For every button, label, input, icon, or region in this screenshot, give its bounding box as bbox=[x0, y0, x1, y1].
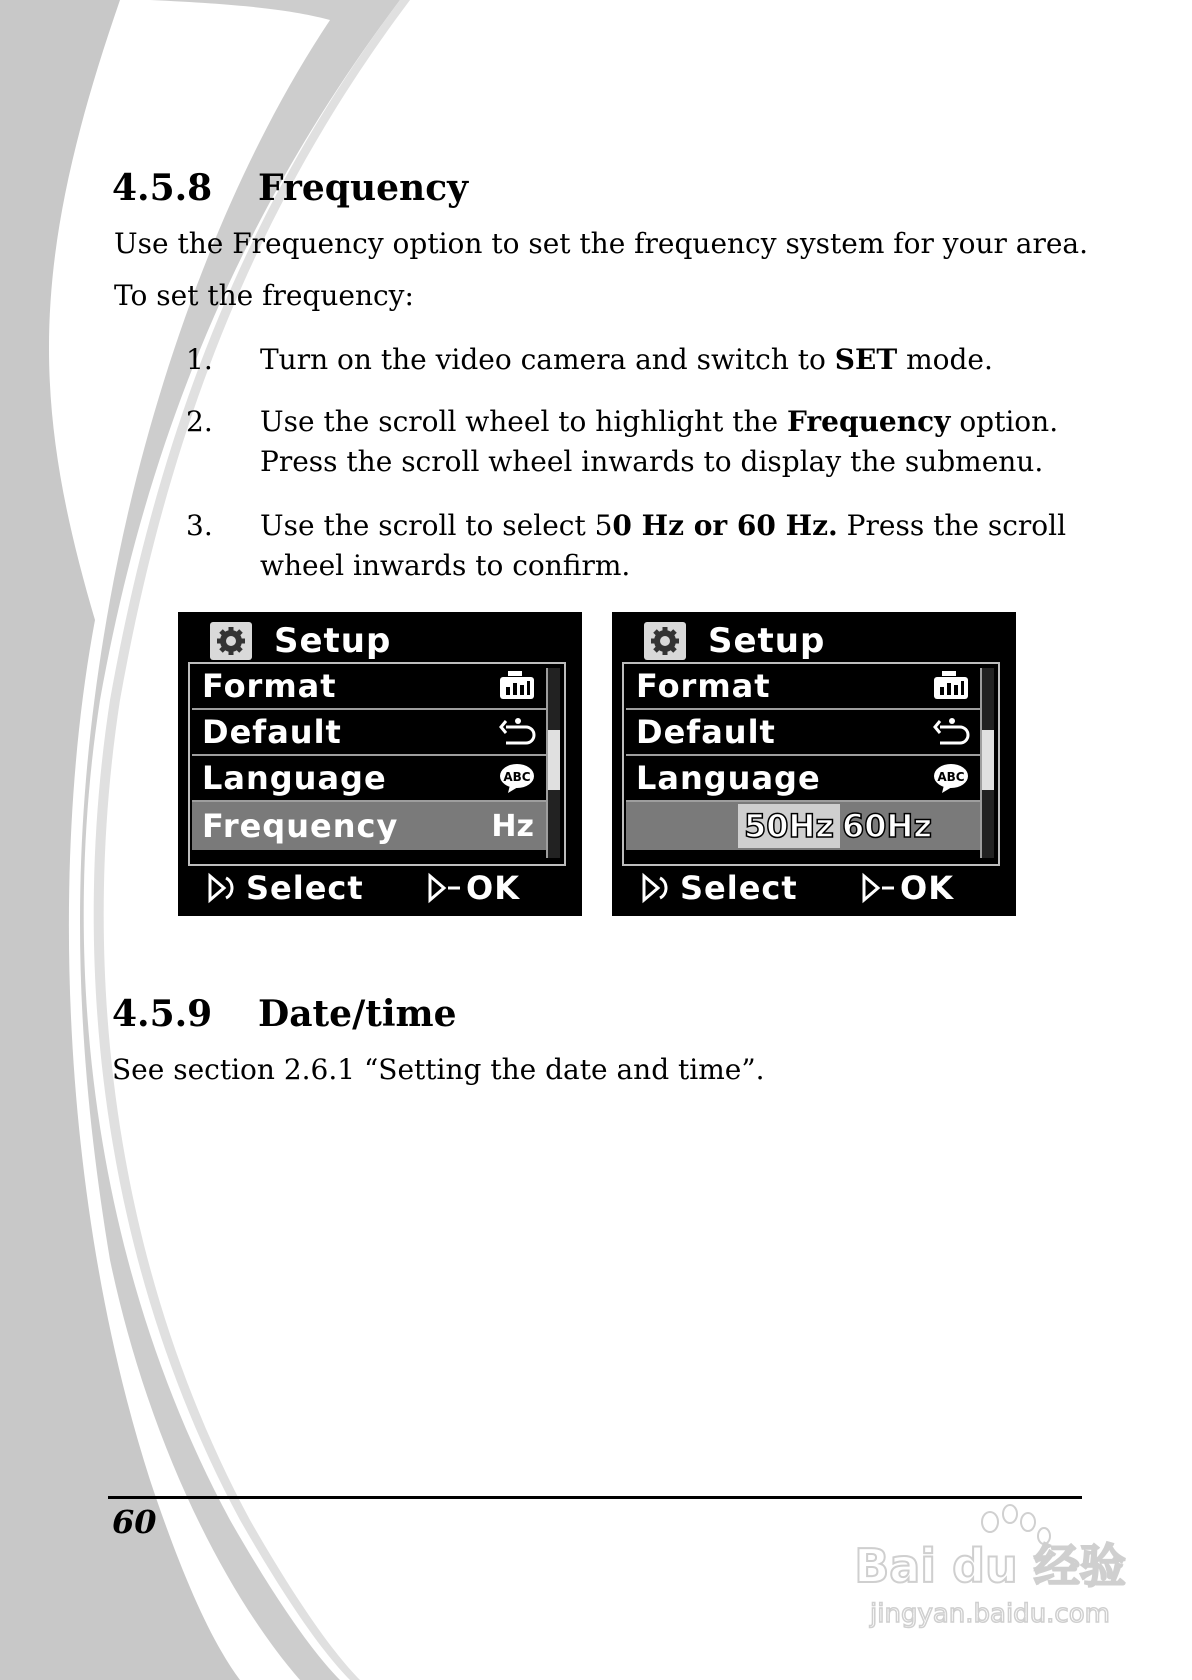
menu-item-label: Default bbox=[202, 713, 342, 751]
select-label: Select bbox=[680, 869, 798, 907]
lead-paragraph: To set the frequency: bbox=[114, 279, 414, 312]
abc-language-icon bbox=[932, 763, 970, 793]
format-icon bbox=[932, 671, 970, 701]
scroll-wheel-icon bbox=[204, 870, 240, 906]
gear-icon bbox=[644, 622, 686, 660]
hz-icon: Hz bbox=[491, 808, 534, 844]
menu-item-language[interactable] bbox=[626, 756, 980, 802]
ok-label: OK bbox=[466, 869, 520, 907]
screen-footer bbox=[638, 868, 998, 908]
date-time-paragraph: See section 2.6.1 “Setting the date and time”. bbox=[112, 1053, 765, 1086]
select-label: Select bbox=[246, 869, 364, 907]
ok-hint bbox=[426, 868, 520, 908]
section-number: 4.5.8 bbox=[112, 167, 213, 209]
menu-item-label: Format bbox=[636, 667, 771, 705]
menu-item-default[interactable] bbox=[626, 710, 980, 756]
press-icon bbox=[426, 870, 466, 906]
screen-footer bbox=[204, 868, 564, 908]
step-number: 2. bbox=[186, 405, 213, 438]
ok-label: OK bbox=[900, 869, 954, 907]
option-50hz[interactable]: 50Hz bbox=[738, 804, 840, 848]
default-reset-icon bbox=[932, 717, 970, 747]
page-number: 60 bbox=[112, 1503, 157, 1541]
menu-item-label: Language bbox=[636, 759, 821, 797]
watermark-brand: Bai du 经验 bbox=[854, 1539, 1126, 1593]
section-number: 4.5.9 bbox=[112, 993, 213, 1035]
menu-item-label: Default bbox=[636, 713, 776, 751]
menu-item-default[interactable] bbox=[192, 710, 546, 756]
watermark-url: jingyan.baidu.com bbox=[870, 1599, 1110, 1629]
screen-title: Setup bbox=[708, 621, 826, 661]
menu-item-format[interactable] bbox=[626, 664, 980, 710]
svg-text:ABC: ABC bbox=[503, 770, 531, 784]
scroll-thumb[interactable] bbox=[982, 730, 994, 790]
setup-menu bbox=[622, 662, 1000, 866]
menu-item-label: Language bbox=[202, 759, 387, 797]
menu-item-label: Frequency bbox=[202, 807, 399, 845]
abc-language-icon bbox=[498, 763, 536, 793]
frequency-options bbox=[626, 802, 980, 850]
menu-item-format[interactable] bbox=[192, 664, 546, 710]
scrollbar[interactable] bbox=[980, 668, 994, 858]
screen-header bbox=[644, 618, 825, 664]
camera-screen-submenu bbox=[612, 612, 1016, 916]
baidu-watermark bbox=[840, 1500, 1130, 1640]
section-title: Date/time bbox=[258, 993, 457, 1035]
menu-item-frequency[interactable] bbox=[192, 802, 546, 850]
intro-paragraph: Use the Frequency option to set the frequency system for your area. bbox=[114, 227, 1089, 260]
scroll-thumb[interactable] bbox=[548, 730, 560, 790]
step-text: Use the scroll wheel to highlight the Frequency option. Press the scroll wheel inwards to display the submenu. bbox=[260, 405, 1059, 478]
option-60hz[interactable]: 60Hz bbox=[842, 807, 932, 845]
screen-title: Setup bbox=[274, 621, 392, 661]
ok-hint bbox=[860, 868, 954, 908]
screen-header bbox=[210, 618, 391, 664]
press-icon bbox=[860, 870, 900, 906]
menu-item-language[interactable] bbox=[192, 756, 546, 802]
step-text: Use the scroll to select 50 Hz or 60 Hz. Press the scroll wheel inwards to confirm. bbox=[260, 509, 1067, 582]
default-reset-icon bbox=[498, 717, 536, 747]
step-number: 3. bbox=[186, 509, 213, 542]
menu-item-label: Format bbox=[202, 667, 337, 705]
svg-text:ABC: ABC bbox=[937, 770, 965, 784]
scroll-wheel-icon bbox=[638, 870, 674, 906]
camera-screen-menu bbox=[178, 612, 582, 916]
format-icon bbox=[498, 671, 536, 701]
scrollbar[interactable] bbox=[546, 668, 560, 858]
step-number: 1. bbox=[186, 343, 213, 376]
footer-rule bbox=[108, 1496, 1082, 1499]
setup-menu bbox=[188, 662, 566, 866]
section-title: Frequency bbox=[258, 167, 469, 209]
step-text: Turn on the video camera and switch to SET mode. bbox=[260, 343, 993, 376]
gear-icon bbox=[210, 622, 252, 660]
